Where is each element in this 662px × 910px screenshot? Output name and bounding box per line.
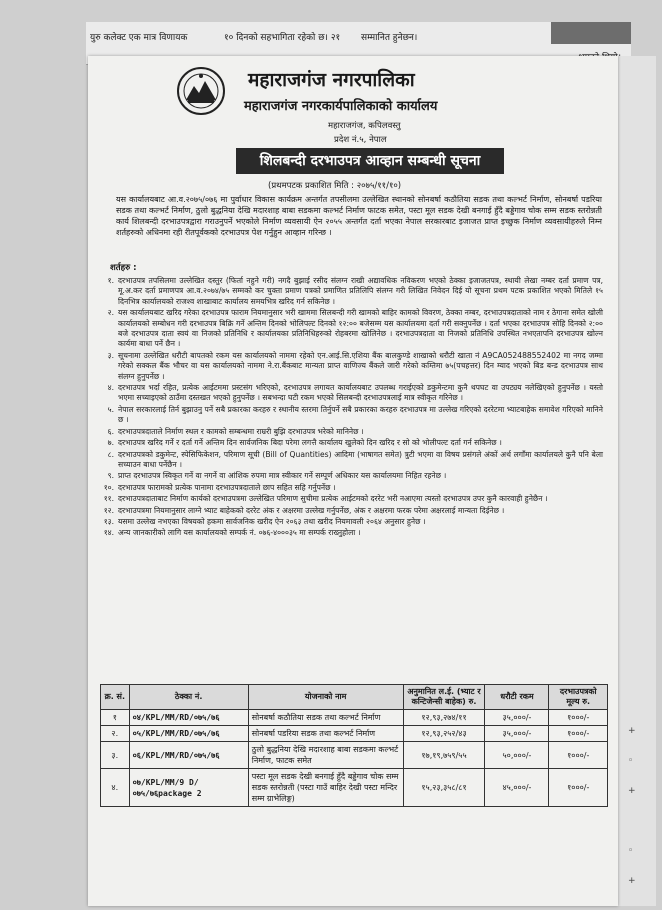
condition-text: दरभाउपत्रमा नियमानुसार लाग्ने भ्याट बाहेकको दररेट अंक र अक्षरमा उल्लेख गर्नुपर्नेछ, अंक र अक्षरमा फरक परेमा अक्षरलाई मान्यता दिईनेछ । xyxy=(118,505,505,515)
office-subtitle: महाराजगंज नगरकार्यपालिकाको कार्यालय xyxy=(244,99,438,114)
strip-mark: + xyxy=(628,876,636,886)
cell-deposit: ५०,०००/- xyxy=(485,742,549,769)
cell-name: सोनबर्षा कठौतिया सडक तथा कल्भर्ट निर्माण xyxy=(248,710,403,726)
condition-number: ३. xyxy=(107,350,114,360)
cell-deposit: ३५,०००/- xyxy=(485,726,549,742)
condition-number: १०. xyxy=(103,482,114,492)
strip-mark: ◦ xyxy=(628,846,634,856)
condition-item xyxy=(98,405,603,426)
cell-estimate: १७,१९,७५९/५५ xyxy=(403,742,485,769)
condition-item xyxy=(98,528,603,538)
condition-number: १२. xyxy=(103,505,114,515)
condition-number: १३. xyxy=(103,516,114,526)
prev-text-3: सम्मानित हुनेछन। xyxy=(361,33,418,43)
condition-text: दरभाउपत्र खरिद गर्ने र दर्ता गर्ने अन्तिम दिन सार्वजनिक बिदा परेमा लगत्तै कार्यालय खुलेको दिन खरिद र सो को भोलीपल्ट दर्ता गर्न सकिनेछ । xyxy=(118,438,502,448)
condition-text: दरभाउपत्र तपसिलमा उल्लेखित दस्तुर (फिर्ता नहुने गरी) नगदै बुझाई रसीद संलग्न राखी अद्यावधिक नविकरण भएको ठेक्का इजाजतपत्र, स्थायी लेखा नम्बर दर्ता प्रमाण पत्र, मू.अ.कर दर्ता प्रमाणपत्र आ.व.२०७४/७५ सम्मको कर चुक्ता प्रमाण पत्रको प्रमाणित प्रतिलिपि संलग्न गरी लिखित निवेदन दिई यो सूचना प्रथम पटक प्रकाशित भएको मितिले १५ दिनभित्र कार्यालयको राजश्व शाखाबाट कार्यालय समयभित्र खरिद गर्न सकिनेछ । xyxy=(118,276,603,306)
publication-date: (प्रथमपटक प्रकाशित मिति : २०७५/११/१०) xyxy=(268,181,402,191)
cell-price: १०००/- xyxy=(549,769,608,807)
cell-contract: ०४/KPL/MM/RD/०७५/७६ xyxy=(129,710,248,726)
contracts-table xyxy=(100,684,608,807)
condition-number: ९. xyxy=(107,471,114,481)
conditions-heading: शर्तहरु : xyxy=(110,263,137,273)
cell-deposit: ३५,०००/- xyxy=(485,710,549,726)
condition-number: १४. xyxy=(103,528,114,538)
condition-item xyxy=(98,427,603,437)
cell-sn: २. xyxy=(101,726,130,742)
condition-number: ६. xyxy=(107,426,114,436)
cell-price: १०००/- xyxy=(549,710,608,726)
strip-mark: + xyxy=(628,786,636,796)
strip-mark: ◦ xyxy=(628,756,634,766)
condition-number: ४. xyxy=(107,383,114,393)
condition-item xyxy=(98,506,603,516)
condition-item xyxy=(98,383,603,404)
condition-text: दरभाउपत्र फारामको प्रत्येक पानामा दरभाउपत्रदाताले छाप सहित सहि गर्नुपर्नेछ । xyxy=(118,482,336,492)
condition-number: ८. xyxy=(107,449,114,459)
strip-mark: + xyxy=(628,726,636,736)
condition-text: नेपाल सरकारलाई तिर्न बुझाउनु पर्ने सबै प्रकारका करहरु र स्थानीय स्तरमा तिर्नुपर्ने सबै प्रकारका करहरु दरभाउपत्र मा उल्लेख गरिएको दररेटमा भ्याटबाहेक समावेश गरिएको मानिने छ । xyxy=(118,404,603,425)
condition-number: १. xyxy=(107,276,114,285)
cell-estimate: १२,९३,२७४/११ xyxy=(403,710,485,726)
condition-text: दरभाउपत्रदाताबाट निर्माण कार्यको दरभाउपत्रमा उल्लेखित परिमाण सुचीमा प्रत्येक आईटमको दररेट भरी नआएमा त्यस्तो दरभाउपत्र उपर कुनै कारवाही हुनेछैन । xyxy=(118,494,548,504)
condition-text: अन्य जानकारीको लागि यस कार्यालयको सम्पर्क नं. ०७६-४०००३५ मा सम्पर्क राख्नुहोला । xyxy=(118,528,361,538)
condition-text: दरभाउपत्रदाताले निर्माण स्थल र कामको सम्बन्धमा राम्ररी बुझि दरभाउपत्र भरेको मानिनेछ । xyxy=(118,426,364,436)
condition-text: प्राप्त दरभाउपत्र स्विकृत गर्ने वा नगर्ने वा आंशिक रुपमा मात्र स्वीकार गर्ने सम्पूर्ण अधिकार यस कार्यालयमा निहित रहनेछ । xyxy=(118,471,447,481)
table-row xyxy=(101,769,608,807)
cell-name: ठुलो बुद्धनिया देखि मदारशाह बाबा सडकमा कल्भर्ट निर्माण, फाटक समेत xyxy=(248,742,403,769)
municipality-emblem-icon xyxy=(176,66,226,116)
cell-name: सोनबर्षा पडरिया सडक तथा कल्भर्ट निर्माण xyxy=(248,726,403,742)
cell-estimate: १२,९३,२५२/४३ xyxy=(403,726,485,742)
office-title: महाराजगंज नगरपालिका xyxy=(248,69,415,91)
condition-text: दरभाउपत्र भर्दा रहित, प्रत्येक आईटममा प्रस्टसंग भरिएको, दरभाउपत्र लगायत कार्यालयबाट उपलब्ध गराईएको डकुमेन्टमा कुनै थपघट वा उपट्यय नलेखिएको हुनुपर्नेछ । यस्तो भएमा सच्याइएको ठाउँमा दस्तखत भएको हुनुपर्नेछ । सबभन्दा घटी रकम भएको सिलबन्दी दरभाउपत्रलाई मात्र स्वीकृत गरिनेछ । xyxy=(118,383,603,403)
condition-text: सूचनामा उल्लेखित धरौटी बापतको रकम यस कार्यालयको नाममा रहेको एन.आई.सि.एशिया बैंक बालकुण्डे शाखाको धरौटी खाता नं A9CA052488552402 मा नगद जम्मा गरेको सक्कल बैंक भौचर वा यस कार्यालयको नाममा ने.रा.बैंकबाट मान्यता प्राप्त वाणिज्य बैंकले जारी गरेको कम्तिमा ७५(पचहत्तर) दिन म्याद भएको बिड बन्ड दरभाउपत्र साथ संलग्न हुनुपर्नेछ । xyxy=(118,350,603,381)
condition-number: ११. xyxy=(103,494,114,504)
condition-text: यस कार्यालयबाट खरिद गरेका दरभाउपत्र फाराम नियमानुसार भरी खाममा सिलबन्दी गरी खामको बाहिर कामको विवरण, ठेक्का नम्बर, दरभाउपत्रदाताको नाम र ठेगाना समेत खोली कार्यालयको सम्बोधन गरी दरभाउपत्र बिक्रि गर्ने अन्तिम दिनको भोलिपल्ट दिनको १२:०० बजेसम्म यस कार्यालयमा दर्ता गरी सक्नुपर्नेछ । दर्ता भएका दरभाउपत्र सोहि दिनको २:०० बजे दरभाउपत्र दाता स्वयं वा निजको प्रतिनिधि र कार्यालयका प्रतिनिधिहरुको रोहबरमा खोलिनेछ । दरभाउपत्रदाता वा निजको प्रतिनिधि उपस्थित नभएतापनि दरभाउपत्र खोल्न कार्यमा बाधा पर्ने छैन । xyxy=(118,308,603,349)
condition-item xyxy=(98,351,603,382)
cell-sn: ३. xyxy=(101,742,130,769)
notice-paper xyxy=(88,56,618,906)
cell-sn: ४. xyxy=(101,769,130,807)
cell-estimate: १५,२३,३५८/८१ xyxy=(403,769,485,807)
condition-item xyxy=(98,276,603,307)
prev-dark-block xyxy=(551,22,631,44)
prev-text-2: १० दिनको सहभागिता रहेको छ। २१ xyxy=(224,33,341,43)
condition-item xyxy=(98,517,603,527)
condition-item xyxy=(98,494,603,504)
header-name: योजनाको नाम xyxy=(248,685,403,710)
prev-text-1: युरु कलेक्ट एक मात्र विणायक xyxy=(90,33,188,43)
header-estimate: अनुमानित ल.ई. (भ्याट र कन्टिजेन्सी बाहेक) रु. xyxy=(403,685,485,710)
condition-item xyxy=(98,308,603,350)
cell-contract: ०७/KPL/MM/9 D/०७५/७६package 2 xyxy=(129,769,248,807)
header-deposit: धरौटी रकम xyxy=(485,685,549,710)
condition-text: यसमा उल्लेख नभएका विषयको हकमा सार्वजनिक खरीद ऐन २०६३ तथा खरीद नियमावली २०६४ अनुसार हुनेछ । xyxy=(118,516,426,526)
condition-item xyxy=(98,450,603,471)
table-row xyxy=(101,710,608,726)
cell-contract: ०६/KPL/MM/RD/०७५/७६ xyxy=(129,742,248,769)
condition-item xyxy=(98,483,603,493)
table-row xyxy=(101,742,608,769)
intro-paragraph: यस कार्यालयबाट आ.व.२०७५/०७६ मा पुर्वाधार विकास कार्यक्रम अन्तर्गत तपसीलमा उल्लेखित स्थानको सोनबर्षा कठौतिया सडक तथा कल्भर्ट निर्माण, सोनबर्षा पडरिया सडक तथा कल्भर्ट निर्माण, ठुलो बुद्धनिया देखि मदारशाह बाबा सडकमा कल्भर्ट निर्माण फाटक समेत, पस्टा मूल सडक देखी बनगाई हुँदै बड्डेगाव चोक सम्म सडक स्तरोन्नती कार्य शिलबन्दी दरभाउपत्रद्वारा गराउनुपर्ने भएकोले निर्माण व्यवसायी ऐन २०५५ अन्तर्गत दर्ता भएका नेपाल सरकारबाट इजाजत प्राप्त इच्छुक निर्माण व्यवसायीहरुले निम्न शर्तहरुको अधिनमा रही रीतपूर्वकको दरभाउपत्र पेश गर्नुहुन आव्हान गरिन्छ । xyxy=(116,195,602,237)
cell-contract: ०५/KPL/MM/RD/०७५/७६ xyxy=(129,726,248,742)
table-header-row xyxy=(101,685,608,710)
notice-title-banner: शिलबन्दी दरभाउपत्र आव्हान सम्बन्धी सूचना xyxy=(236,148,504,174)
condition-number: ७. xyxy=(107,438,114,448)
adjacent-page-strip xyxy=(616,56,656,906)
condition-number: ५. xyxy=(107,404,114,414)
cell-sn: १ xyxy=(101,710,130,726)
cell-name: पस्टा मूल सडक देखी बनगाई हुँदै बड्डेगाव चोक सम्म सडक स्तरोन्नती (पस्टा गाउँ बाहिर देखी पस्टा मन्दिर सम्म ग्राभेलिङ्ग) xyxy=(248,769,403,807)
header-price: दरभाउपत्रको मूल्य रु. xyxy=(549,685,608,710)
condition-text: दरभाउपत्रको डकुमेन्ट, स्पेसिफिकेशन, परिमाण सूची (Bill of Quantities) आदिमा (भाषागत समेत) त्रुटी भएमा वा विषय प्रसंगले अंकों अर्थ लगाँमा कार्यालयले कुनै पनि बेला सच्याउन बाधा पर्नेछैन । xyxy=(118,449,603,469)
header-contract: ठेक्का नं. xyxy=(129,685,248,710)
conditions-list xyxy=(98,276,603,540)
cell-price: १०००/- xyxy=(549,726,608,742)
cell-deposit: ४५,०००/- xyxy=(485,769,549,807)
cell-price: १०००/- xyxy=(549,742,608,769)
notice-header xyxy=(88,56,618,191)
condition-item xyxy=(98,438,603,448)
table-row xyxy=(101,726,608,742)
header-sn: क्र. सं. xyxy=(101,685,130,710)
condition-item xyxy=(98,471,603,481)
address-line-2: प्रदेश नं.५, नेपाल xyxy=(334,135,387,145)
condition-number: २. xyxy=(107,308,114,318)
address-line-1: महाराजगंज, कपिलवस्तु xyxy=(328,121,401,131)
